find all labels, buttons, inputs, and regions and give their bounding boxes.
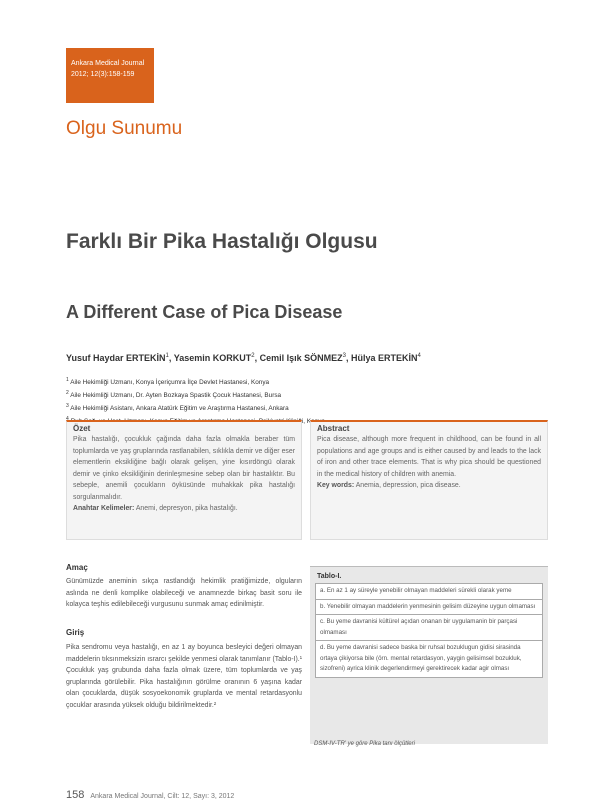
ozet-heading: Özet: [73, 424, 91, 433]
author-sup: 3: [342, 353, 346, 359]
affiliation-sup: 3: [66, 403, 69, 410]
author-list: Yusuf Haydar ERTEKİN$^1$, Yasemin KORKUT$^2$, Cemil Işık SÖNMEZ$^3$, Hülya ERTEKİN$^4$: [66, 353, 421, 363]
author-name: Yusuf Haydar ERTEKİN: [66, 353, 166, 363]
journal-citation: 2012; 12(3):158-159: [71, 71, 135, 78]
table-1: [310, 566, 548, 744]
table-note: DSM-IV-TR' ye göre Pika tanı ölçütleri: [314, 741, 415, 747]
affiliation-text: Aile Hekimliği Asistanı, Ankara Atatürk Eğitim ve Araştırma Hastanesi, Ankara: [70, 405, 289, 413]
abstract-keywords-label: Key words:: [317, 482, 355, 489]
ozet-keywords-label: Anahtar Kelimeler:: [73, 505, 135, 512]
affiliation-item: [66, 388, 546, 401]
author-sup: 2: [251, 353, 255, 359]
title-turkish: Farklı Bir Pika Hastalığı Olgusu: [66, 230, 378, 253]
affiliation-sup: 1: [66, 377, 69, 383]
footer-citation: Ankara Medical Journal, Cilt: 12, Sayı: 3, 2012: [90, 793, 235, 800]
author-sup: 1: [165, 353, 169, 359]
ozet-keywords: Anemi, depresyon, pika hastalığı.: [135, 505, 238, 512]
giris-heading: Giriş: [66, 628, 85, 637]
table-row: a. En az 1 ay süreyle yenebilir olmayan maddeleri sürekli olarak yeme: [315, 583, 543, 599]
table-row: d. Bu yeme davranisi sadece baska bir ruhsal bozuklugun gidisi sirasinda ortaya çikiyorsa bile (örn. mental retardasyon, yaygin gelisimsel bozukluk, sizofreni) ayrica klinik degerlendirmeyi gerektirecek kadar agir olması: [315, 640, 543, 678]
abstract-heading: Abstract: [317, 424, 350, 433]
journal-badge: [66, 48, 154, 103]
giris-text: Pika sendromu veya hastalığı, en az 1 ay boyunca besleyici değeri olmayan maddelerin tıksınmeksizin ısrarcı şekilde yenmesi olarak tanımlanır (Tablo-I).¹ Çocukluk yaş grubunda daha fazla olmak üzere, tüm toplumlarda ve yaş gruplarında görülebilir. Pika hastalığının görülme oranının 6 yaşına kadar olan çocuklarda, düşük sosyoekonomik gruplarda ve mental retardasyonlu çocuklar arasında yüksek olduğu bildirilmektedir.²: [66, 644, 302, 709]
abstract-text: [317, 434, 541, 492]
abstract-box: [310, 420, 548, 540]
title-english: A Different Case of Pica Disease: [66, 302, 343, 322]
affiliation-item: [66, 401, 546, 414]
affiliation-item: [66, 375, 546, 388]
table-title: Tablo-I.: [317, 573, 342, 580]
amac-text: Günümüzde aneminin sıkça rastlandığı hekimlik pratiğimizde, olguların aslında ne denli komplike olabileceği ve anamnezde birkaç basit soru ile kolayca teşhis edilebileceği vurgusunu sunmak amaç edinilmiştir.: [66, 578, 302, 609]
affiliation-text: Aile Hekimliği Uzmanı, Dr. Ayten Bozkaya Spastik Çocuk Hastanesi, Bursa: [70, 392, 282, 400]
abstract-body: Pica disease, although more frequent in childhood, can be found in all populations and age groups and is either caused by and leads to the lack of iron and other trace elements. That is why pica should be questioned in the medical history of children with anemia.: [317, 436, 541, 478]
table-row: c. Bu yeme davranisi kültürel açıdan onanan bir uygulamanin bir parçasi olmaması: [315, 614, 543, 640]
ozet-body: Pika hastalığı, çocukluk çağında daha fazla olmakla beraber tüm toplumlarda ve yaş gruplarında rastlanabilen, sıklıkla demir ve diğer eser elementlerin eksikliğine bağlı olarak gelişen, yine kısırdöngü olarak demir ve çinko eksikliğinin derinleşmesine sebep olan bir hastalıktır. Bu sebeple, anemili çocukların öyküsünde muhakkak pika hastalığı sorgulanmalıdır.: [73, 436, 295, 501]
section-label: Olgu Sunumu: [66, 118, 183, 139]
author-name: Cemil Işık SÖNMEZ: [259, 353, 343, 363]
ozet-box: [66, 420, 302, 540]
affiliation-text: Aile Hekimliği Uzmanı, Konya İçeriçumra İlçe Devlet Hastanesi, Konya: [70, 379, 270, 387]
affiliation-sup: 2: [66, 390, 69, 397]
author-sup: 4: [417, 353, 421, 359]
journal-name: Ankara Medical Journal: [71, 60, 145, 67]
author-name: Hülya ERTEKİN: [351, 353, 418, 363]
page-footer: [66, 789, 234, 801]
page-number: 158: [66, 789, 85, 801]
table-row: b. Yenebilir olmayan maddelerin yenmesinin gelisim düzeyine uygun olmaması: [315, 599, 543, 615]
author-name: Yasemin KORKUT: [173, 353, 252, 363]
amac-heading: Amaç: [66, 563, 88, 572]
ozet-text: [73, 434, 295, 515]
abstract-keywords: Anemia, depression, pica disease.: [355, 482, 461, 489]
